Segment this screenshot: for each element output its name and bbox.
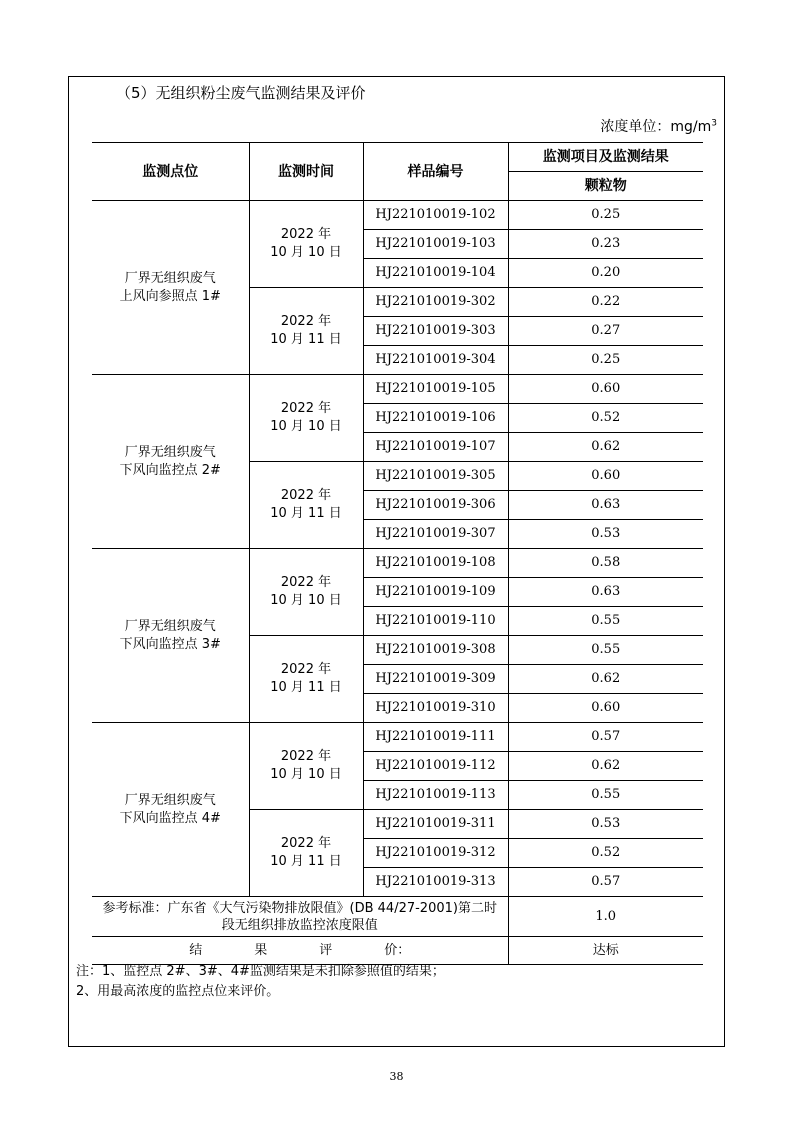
date-line1: 2022 年	[280, 836, 332, 851]
particulate-value-cell: 0.23	[508, 230, 703, 259]
sample-id-cell: HJ221010019-103	[363, 230, 508, 259]
sample-id-cell: HJ221010019-306	[363, 491, 508, 520]
sample-id-cell: HJ221010019-313	[363, 868, 508, 897]
location-cell	[92, 375, 249, 549]
date-line1: 2022 年	[280, 227, 332, 242]
date-cell	[249, 549, 363, 636]
evaluation-label-char: 果	[254, 942, 268, 958]
particulate-value-cell: 0.55	[508, 781, 703, 810]
location-cell	[92, 201, 249, 375]
sample-id-cell: HJ221010019-107	[363, 433, 508, 462]
particulate-value-cell: 0.53	[508, 520, 703, 549]
particulate-value-cell: 0.60	[508, 462, 703, 491]
header-particulate: 颗粒物	[508, 172, 703, 201]
sample-id-cell: HJ221010019-102	[363, 201, 508, 230]
date-line1: 2022 年	[280, 488, 332, 503]
note-2: 2、用最高浓度的监控点位来评价。	[76, 984, 280, 999]
header-time: 监测时间	[249, 143, 363, 201]
note-1: 注：1、监控点 2#、3#、4#监测结果是未扣除参照值的结果；	[76, 964, 445, 979]
particulate-value-cell: 0.53	[508, 810, 703, 839]
location-line2: 上风向参照点 1#	[119, 288, 221, 304]
date-line2: 10 月 11 日	[270, 506, 342, 521]
sample-id-cell: HJ221010019-112	[363, 752, 508, 781]
sample-id-cell: HJ221010019-106	[363, 404, 508, 433]
date-cell	[249, 288, 363, 375]
sample-id-cell: HJ221010019-312	[363, 839, 508, 868]
particulate-value-cell: 0.27	[508, 317, 703, 346]
sample-id-cell: HJ221010019-304	[363, 346, 508, 375]
particulate-value-cell: 0.58	[508, 549, 703, 578]
evaluation-label-char: 结	[189, 942, 203, 958]
unit-label: 浓度单位：$mg/m^3$	[600, 118, 717, 135]
particulate-value-cell: 0.52	[508, 839, 703, 868]
particulate-value-cell: 0.62	[508, 433, 703, 462]
sample-id-cell: HJ221010019-311	[363, 810, 508, 839]
standard-line1: 参考标准：广东省《大气污染物排放限值》(DB 44/27-2001)第二时	[102, 900, 497, 916]
date-cell	[249, 636, 363, 723]
sample-id-cell: HJ221010019-113	[363, 781, 508, 810]
sample-id-cell: HJ221010019-111	[363, 723, 508, 752]
location-line1: 厂界无组织废气	[124, 270, 216, 286]
particulate-value-cell: 0.22	[508, 288, 703, 317]
date-cell	[249, 375, 363, 462]
standard-line2: 段无组织排放监控浓度限值	[221, 917, 378, 933]
particulate-value-cell: 0.55	[508, 636, 703, 665]
standard-value: 1.0	[508, 897, 703, 937]
date-line1: 2022 年	[280, 401, 332, 416]
table-body	[92, 143, 703, 965]
particulate-value-cell: 0.52	[508, 404, 703, 433]
sample-id-cell: HJ221010019-305	[363, 462, 508, 491]
date-cell	[249, 723, 363, 810]
date-cell	[249, 462, 363, 549]
sample-id-cell: HJ221010019-303	[363, 317, 508, 346]
sample-id-cell: HJ221010019-302	[363, 288, 508, 317]
date-cell	[249, 201, 363, 288]
date-line2: 10 月 10 日	[270, 245, 342, 260]
evaluation-label-char: 价：	[384, 942, 411, 958]
particulate-value-cell: 0.63	[508, 578, 703, 607]
location-line1: 厂界无组织废气	[124, 618, 216, 634]
particulate-value-cell: 0.60	[508, 694, 703, 723]
page-number: 38	[389, 1070, 404, 1083]
date-line1: 2022 年	[280, 314, 332, 329]
date-line1: 2022 年	[280, 575, 332, 590]
evaluation-label-char: 评	[319, 942, 333, 958]
particulate-value-cell: 0.62	[508, 752, 703, 781]
particulate-value-cell: 0.25	[508, 346, 703, 375]
sample-id-cell: HJ221010019-310	[363, 694, 508, 723]
section-title: （5）无组织粉尘废气监测结果及评价	[116, 84, 366, 102]
date-cell	[249, 810, 363, 897]
location-line2: 下风向监控点 2#	[119, 462, 221, 478]
header-items-results: 监测项目及监测结果	[508, 143, 703, 172]
evaluation-row	[92, 937, 703, 965]
evaluation-value: 达标	[508, 937, 703, 965]
table-row	[92, 549, 703, 578]
sample-id-cell: HJ221010019-104	[363, 259, 508, 288]
sample-id-cell: HJ221010019-309	[363, 665, 508, 694]
particulate-value-cell: 0.63	[508, 491, 703, 520]
location-cell	[92, 549, 249, 723]
particulate-value-cell: 0.62	[508, 665, 703, 694]
particulate-value-cell: 0.57	[508, 723, 703, 752]
date-line2: 10 月 10 日	[270, 767, 342, 782]
date-line2: 10 月 10 日	[270, 419, 342, 434]
date-line1: 2022 年	[280, 749, 332, 764]
location-line1: 厂界无组织废气	[124, 444, 216, 460]
notes	[76, 962, 445, 1002]
sample-id-cell: HJ221010019-307	[363, 520, 508, 549]
location-line1: 厂界无组织废气	[124, 792, 216, 808]
location-line2: 下风向监控点 4#	[119, 810, 221, 826]
evaluation-label	[92, 937, 508, 965]
standard-row	[92, 897, 703, 937]
particulate-value-cell: 0.25	[508, 201, 703, 230]
standard-label	[92, 897, 508, 937]
date-line2: 10 月 10 日	[270, 593, 342, 608]
particulate-value-cell: 0.60	[508, 375, 703, 404]
sample-id-cell: HJ221010019-108	[363, 549, 508, 578]
date-line2: 10 月 11 日	[270, 680, 342, 695]
location-cell	[92, 723, 249, 897]
header-location: 监测点位	[92, 143, 249, 201]
header-sample-id: 样品编号	[363, 143, 508, 201]
table-row	[92, 201, 703, 230]
date-line1: 2022 年	[280, 662, 332, 677]
date-line2: 10 月 11 日	[270, 854, 342, 869]
particulate-value-cell: 0.55	[508, 607, 703, 636]
sample-id-cell: HJ221010019-110	[363, 607, 508, 636]
particulate-value-cell: 0.57	[508, 868, 703, 897]
sample-id-cell: HJ221010019-308	[363, 636, 508, 665]
sample-id-cell: HJ221010019-105	[363, 375, 508, 404]
sample-id-cell: HJ221010019-109	[363, 578, 508, 607]
table-row	[92, 375, 703, 404]
monitoring-results-table	[92, 142, 703, 965]
particulate-value-cell: 0.20	[508, 259, 703, 288]
date-line2: 10 月 11 日	[270, 332, 342, 347]
location-line2: 下风向监控点 3#	[119, 636, 221, 652]
table-row	[92, 723, 703, 752]
